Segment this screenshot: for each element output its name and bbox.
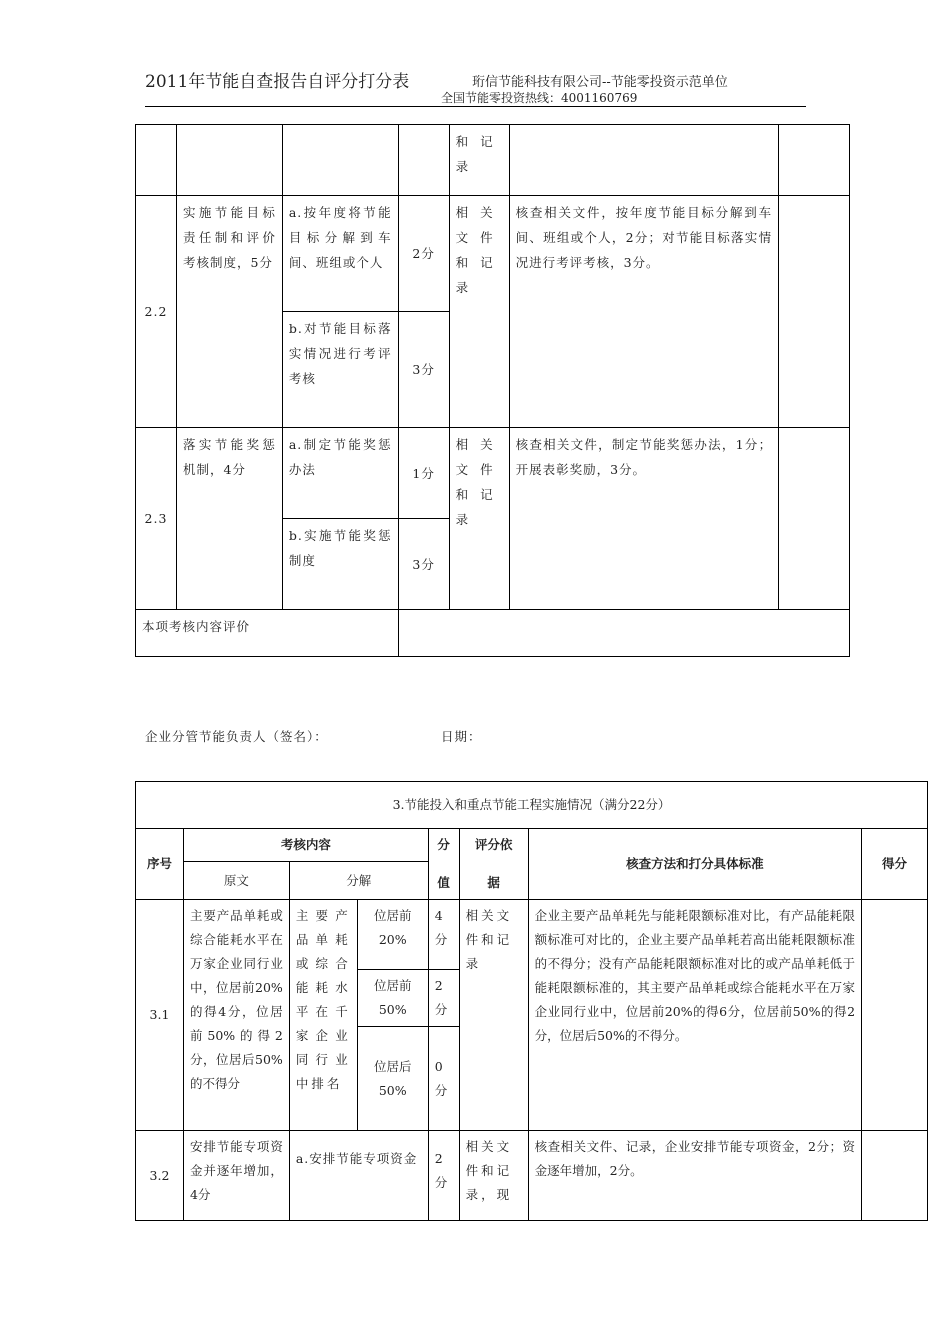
hotline: 全国节能零投资热线：4001160769 — [441, 91, 638, 105]
header-breakdown: 分解 — [289, 862, 428, 900]
date-label: 日期： — [441, 729, 482, 744]
breakdown-sub: 位居前50% — [357, 970, 428, 1027]
table-row — [136, 782, 928, 829]
assessment-table-2 — [135, 124, 850, 657]
basis-cell: 相关文件和记录，现 — [459, 1131, 528, 1221]
breakdown-score: 4分 — [428, 900, 459, 970]
header-basis-top: 评分依 — [474, 837, 513, 852]
table-row — [136, 610, 850, 657]
method-cell: 核查相关文件，制定节能奖惩办法，1分；开展表彰奖励，3分。 — [509, 428, 779, 610]
breakdown-score: 2分 — [428, 970, 459, 1027]
table-row — [136, 125, 850, 196]
score-result — [862, 1131, 928, 1221]
header-score-bottom: 值 — [437, 875, 450, 890]
header-num: 序号 — [136, 829, 184, 900]
basis-cell: 相关文件和记录 — [459, 900, 528, 1131]
original-text: 主要产品单耗或综合能耗水平在万家企业同行业中，位居前20%的得4分，位居前50%的得2分，位居后50%的不得分 — [183, 900, 289, 1131]
breakdown-score: 0分 — [428, 1027, 459, 1131]
header-result: 得分 — [862, 829, 928, 900]
original-text: 安排节能专项资金并逐年增加，4分 — [183, 1131, 289, 1221]
evaluation-label: 本项考核内容评价 — [136, 610, 399, 657]
assessment-table-3 — [135, 781, 928, 1221]
basis-cell: 相 关 文 件 和 记 录 — [449, 196, 509, 428]
breakdown-sub: 位居后50% — [357, 1027, 428, 1131]
score-b: 3分 — [398, 312, 449, 428]
score-result — [862, 900, 928, 1131]
basis-cell: 和 记 录 — [449, 125, 509, 196]
original-text: 落实节能奖惩机制，4分 — [176, 428, 282, 610]
breakdown-a: a.按年度将节能目标分解到车间、班组或个人 — [282, 196, 398, 312]
table-row — [136, 196, 850, 312]
table-row — [136, 829, 928, 862]
breakdown-b: b.对节能目标落实情况进行考评考核 — [282, 312, 398, 428]
company-name: 珩信节能科技有限公司--节能零投资示范单位 — [472, 75, 728, 90]
method-cell: 核查相关文件，按年度节能目标分解到车间、班组或个人，2分；对节能目标落实情况进行考评考核，3分。 — [509, 196, 779, 428]
table-row — [136, 1131, 928, 1221]
original-text: 实施节能目标责任制和评价考核制度，5分 — [176, 196, 282, 428]
item-number: 2.3 — [136, 428, 177, 610]
signature-label: 企业分管节能负责人（签名）： — [145, 729, 328, 744]
basis-cell: 相 关 文 件 和 记 录 — [449, 428, 509, 610]
header-rule — [145, 106, 806, 107]
score-b: 3分 — [398, 519, 449, 610]
breakdown-score: 2分 — [428, 1131, 459, 1221]
header-basis-bottom: 据 — [487, 875, 500, 890]
breakdown-a: a.安排节能专项资金 — [289, 1131, 428, 1221]
header-original: 原文 — [183, 862, 289, 900]
method-cell: 企业主要产品单耗先与能耗限额标准对比，有产品能耗限额标准可对比的，企业主要产品单耗若高出能耗限额标准的不得分；没有产品能耗限额标准对比的或产品单耗低于能耗限额标准的，其主要产品单耗或综合能耗水平在万家企业同行业中，位居前20%的得6分，位居前50%的得2分，位居后50%的不得分。 — [528, 900, 861, 1131]
score-a: 1分 — [398, 428, 449, 519]
score-result — [779, 196, 850, 428]
header-method: 核查方法和打分具体标准 — [528, 829, 861, 900]
header-content: 考核内容 — [183, 829, 428, 862]
header-score-top: 分 — [437, 837, 450, 852]
table-row — [136, 900, 928, 970]
score-result — [779, 428, 850, 610]
item-number: 2.2 — [136, 196, 177, 428]
item-number: 3.1 — [136, 900, 184, 1131]
evaluation-value — [398, 610, 849, 657]
breakdown-a: a.制定节能奖惩办法 — [282, 428, 398, 519]
table-row — [136, 428, 850, 519]
header-score — [428, 829, 459, 900]
item-number: 3.2 — [136, 1131, 184, 1221]
method-cell: 核查相关文件、记录，企业安排节能专项资金，2分；资金逐年增加，2分。 — [528, 1131, 861, 1221]
breakdown-sub: 位居前20% — [357, 900, 428, 970]
section-title: 3.节能投入和重点节能工程实施情况（满分22分） — [136, 782, 928, 829]
header-basis — [459, 829, 528, 900]
score-a: 2分 — [398, 196, 449, 312]
breakdown-b: b.实施节能奖惩制度 — [282, 519, 398, 610]
breakdown-main: 主要产品单耗或综合能耗水平在千家企业同行业中排名 — [289, 900, 357, 1131]
report-title: 2011年节能自查报告自评分打分表 — [145, 72, 410, 92]
